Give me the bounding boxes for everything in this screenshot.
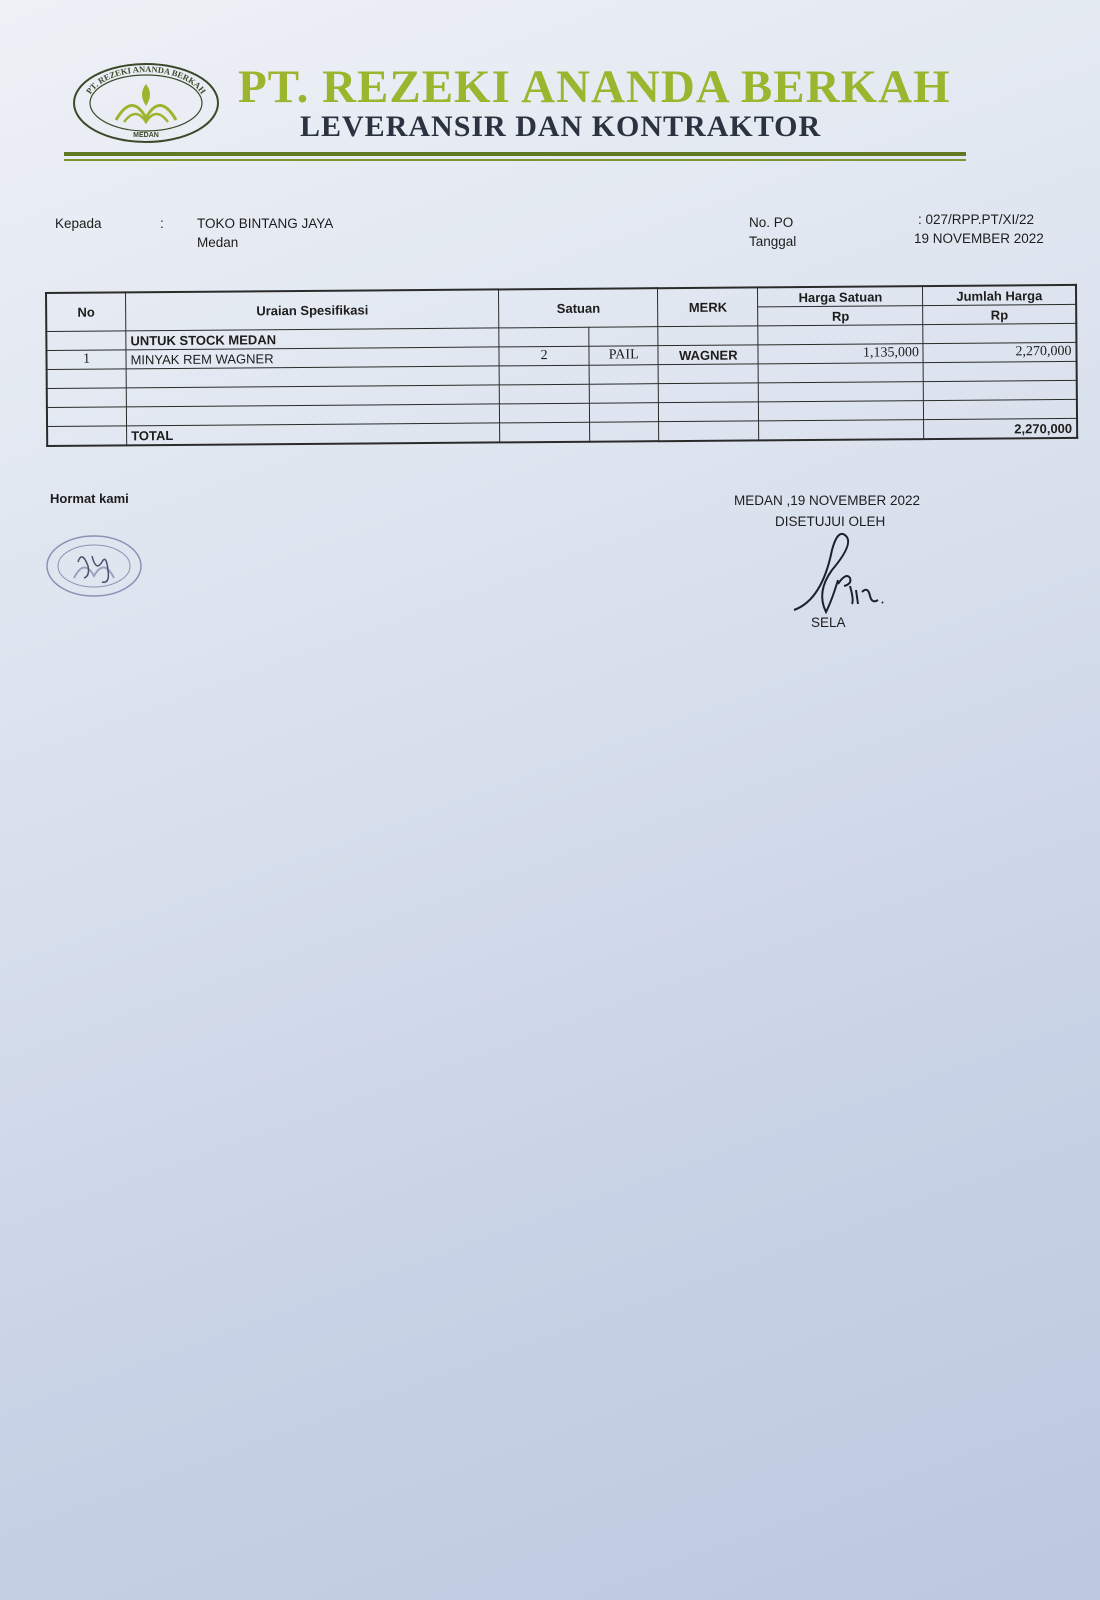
section-label: UNTUK STOCK MEDAN: [126, 328, 499, 350]
row-qty: 2: [499, 346, 589, 366]
approved-by-label: DISETUJUI OLEH: [775, 514, 886, 529]
po-number-label: No. PO: [749, 215, 794, 230]
place-date: MEDAN ,19 NOVEMBER 2022: [734, 493, 921, 508]
letterhead-rule-thin: [64, 159, 966, 161]
header-total-price: Jumlah Harga: [923, 285, 1076, 306]
header-unit-price: Harga Satuan: [758, 286, 923, 307]
header-description: Uraian Spesifikasi: [126, 289, 500, 330]
header-brand: MERK: [658, 287, 758, 326]
header-unit: Satuan: [499, 288, 658, 328]
svg-text:MEDAN: MEDAN: [133, 132, 159, 139]
recipient-label: Kepada: [55, 216, 102, 231]
items-table: [45, 284, 1078, 447]
company-logo: [72, 62, 220, 144]
row-brand: WAGNER: [658, 345, 758, 365]
row-total-price: 2,270,000: [923, 342, 1076, 362]
company-name: PT. REZEKI ANANDA BERKAH: [238, 61, 951, 113]
row-unit-price: 1,135,000: [758, 344, 923, 364]
header-total-price-currency: Rp: [923, 304, 1076, 324]
recipient-city: Medan: [197, 235, 239, 250]
recipient-name: TOKO BINTANG JAYA: [197, 216, 334, 231]
header-unit-price-currency: Rp: [758, 306, 923, 326]
header-no: No: [46, 292, 126, 331]
total-label: TOTAL: [127, 423, 500, 445]
row-unit: PAIL: [589, 346, 658, 366]
regards-text: Hormat kami: [50, 491, 129, 506]
row-description: MINYAK REM WAGNER: [126, 347, 499, 369]
row-no: 1: [46, 350, 126, 370]
letterhead-rule: [64, 152, 966, 156]
total-value: 2,270,000: [924, 418, 1077, 439]
recipient-colon: :: [160, 216, 164, 231]
signer-name: SELA: [811, 615, 846, 630]
svg-text:PT. REZEKI ANANDA BERKAH: PT. REZEKI ANANDA BERKAH: [83, 63, 209, 96]
po-date-label: Tanggal: [749, 234, 797, 249]
company-stamp-signature: [44, 532, 148, 598]
company-subtitle: LEVERANSIR DAN KONTRAKTOR: [300, 110, 822, 143]
po-date-value: 19 NOVEMBER 2022: [914, 231, 1044, 246]
po-number-value: : 027/RPP.PT/XI/22: [918, 212, 1035, 227]
